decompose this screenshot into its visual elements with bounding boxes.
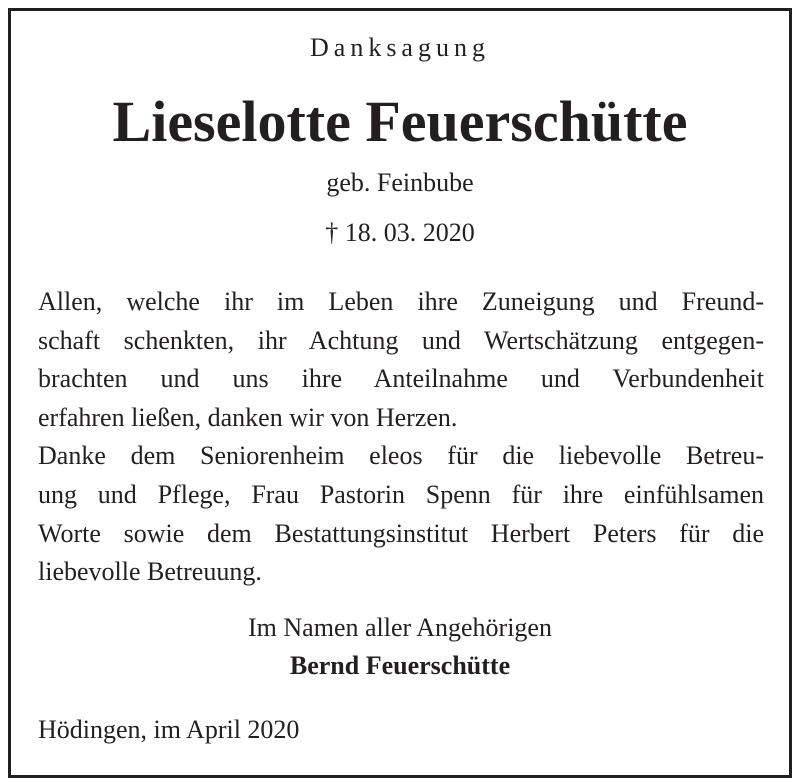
deceased-name: Lieselotte Feuerschütte <box>112 89 688 154</box>
thanks-body <box>38 283 764 592</box>
death-date: † 18. 03. 2020 <box>325 218 475 247</box>
body-line: Danke dem Seniorenheim eleos für die liebevolle Betreu- <box>38 441 764 471</box>
notice-heading: Danksagung <box>310 33 490 62</box>
body-line: brachten und uns ihre Anteilnahme und Verbundenheit <box>38 364 764 394</box>
body-line: Worte sowie dem Bestattungsinstitut Herbert Peters für die <box>38 518 764 548</box>
body-line: liebevolle Betreuung. <box>38 557 262 587</box>
signoff-line: Im Namen aller Angehörigen <box>248 613 552 642</box>
body-line: Allen, welche ihr im Leben ihre Zuneigung und Freund- <box>38 287 764 316</box>
maiden-name: geb. Feinbube <box>326 168 474 197</box>
body-line: schaft schenkten, ihr Achtung und Wertschätzung entgegen- <box>38 325 764 355</box>
body-line: ung und Pflege, Frau Pastorin Spenn für ihre einfühlsamen <box>38 479 764 509</box>
body-line: erfahren ließen, danken wir von Herzen. <box>38 402 458 432</box>
signer-name: Bernd Feuerschütte <box>289 651 511 680</box>
place-date: Hödingen, im April 2020 <box>38 715 300 744</box>
